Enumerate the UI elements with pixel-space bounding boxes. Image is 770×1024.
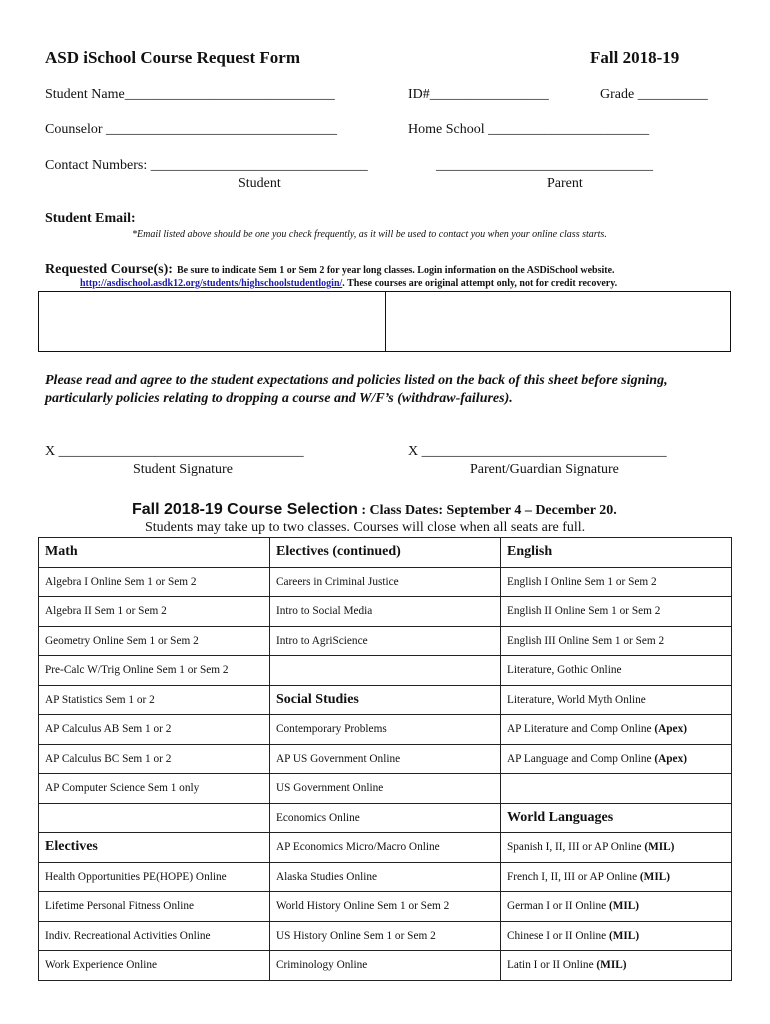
- course-name: AP Computer Science Sem 1 only: [45, 782, 200, 795]
- table-row: [39, 597, 732, 627]
- course-option-cell[interactable]: [39, 567, 270, 597]
- requested-courses-heading-row: [45, 260, 615, 278]
- requested-courses-note2: . These courses are original attempt only, not for credit recovery.: [342, 278, 618, 289]
- course-option-cell[interactable]: [270, 951, 501, 981]
- course-name: AP Language and Comp Online: [507, 752, 655, 765]
- course-option-cell[interactable]: [270, 862, 501, 892]
- table-row: [39, 626, 732, 656]
- course-name: AP Literature and Comp Online: [507, 723, 655, 736]
- course-option-cell[interactable]: [501, 892, 732, 922]
- section-header-label: World Languages: [507, 809, 614, 825]
- section-header-label: Math: [45, 544, 78, 560]
- parent-contact-field[interactable]: _______________________________: [436, 158, 653, 173]
- table-row: [39, 567, 732, 597]
- course-name: Algebra I Online Sem 1 or Sem 2: [45, 575, 197, 588]
- course-name: Latin I or II Online: [507, 959, 597, 972]
- table-row: [39, 656, 732, 686]
- course-selection-title: Fall 2018-19 Course Selection: [132, 501, 358, 518]
- requested-courses-box[interactable]: [38, 291, 731, 352]
- section-header-cell: [39, 833, 270, 863]
- table-row: [39, 862, 732, 892]
- course-name: AP Economics Micro/Macro Online: [276, 841, 440, 854]
- provider-tag: (MIL): [608, 900, 640, 913]
- student-name-field[interactable]: Student Name______________________________: [45, 87, 335, 102]
- provider-tag: (MIL): [608, 929, 640, 942]
- course-name: English II Online Sem 1 or Sem 2: [507, 605, 661, 618]
- section-header-cell: [501, 803, 732, 833]
- course-name: Health Opportunities PE(HOPE) Online: [45, 870, 227, 883]
- table-row: [39, 744, 732, 774]
- requested-courses-note: Be sure to indicate Sem 1 or Sem 2 for year long classes. Login information on the ASDiSchool website.: [176, 265, 615, 276]
- course-option-cell[interactable]: [270, 744, 501, 774]
- course-name: US Government Online: [276, 782, 384, 795]
- section-header-cell: [270, 538, 501, 568]
- course-option-cell[interactable]: [501, 921, 732, 951]
- course-name: Geometry Online Sem 1 or Sem 2: [45, 634, 199, 647]
- provider-tag: (MIL): [639, 870, 671, 883]
- student-signature-line[interactable]: X ___________________________________: [45, 444, 304, 459]
- course-selection-title-row: [132, 501, 617, 519]
- course-option-cell[interactable]: [270, 803, 501, 833]
- course-option-cell[interactable]: [501, 744, 732, 774]
- class-dates: Class Dates: September 4 – December 20.: [369, 503, 617, 518]
- course-option-cell[interactable]: [39, 862, 270, 892]
- course-name: Chinese I or II Online: [507, 929, 609, 942]
- form-term: Fall 2018-19: [590, 48, 680, 67]
- course-option-cell[interactable]: [270, 921, 501, 951]
- requested-courses-heading: Requested Course(s):: [45, 262, 173, 277]
- provider-tag: (Apex): [654, 752, 687, 765]
- course-name: Indiv. Recreational Activities Online: [45, 929, 211, 942]
- course-name: AP Statistics Sem 1 or 2: [45, 693, 155, 706]
- section-header-label: Social Studies: [276, 691, 359, 707]
- student-signature-caption: Student Signature: [133, 462, 233, 477]
- course-name: Intro to AgriScience: [276, 634, 368, 647]
- course-option-cell[interactable]: [39, 715, 270, 745]
- course-option-cell[interactable]: [39, 951, 270, 981]
- course-option-cell[interactable]: [39, 626, 270, 656]
- course-name: Economics Online: [276, 811, 360, 824]
- course-name: Contemporary Problems: [276, 723, 387, 736]
- email-note: *Email listed above should be one you check frequently, as it will be used to contact you when your online class starts.: [132, 229, 607, 240]
- course-option-cell[interactable]: [501, 597, 732, 627]
- course-name: Alaska Studies Online: [276, 870, 378, 883]
- course-selection-table: [38, 537, 732, 981]
- policy-statement: Please read and agree to the student expectations and policies listed on the back of this sheet before signing, particularly policies relating to dropping a course and W/F’s (withdraw-failures).: [45, 373, 668, 406]
- course-name: Literature, Gothic Online: [507, 664, 622, 677]
- course-name: Work Experience Online: [45, 959, 158, 972]
- course-name: Lifetime Personal Fitness Online: [45, 900, 195, 913]
- course-name: Criminology Online: [276, 959, 368, 972]
- course-option-cell[interactable]: [270, 833, 501, 863]
- course-name: AP Calculus BC Sem 1 or 2: [45, 752, 172, 765]
- course-name: Pre-Calc W/Trig Online Sem 1 or Sem 2: [45, 664, 229, 677]
- student-email-field[interactable]: Student Email:: [45, 211, 136, 226]
- section-header-label: Electives: [45, 839, 98, 855]
- course-option-cell[interactable]: [270, 597, 501, 627]
- course-option-cell[interactable]: [501, 685, 732, 715]
- course-name: German I or II Online: [507, 900, 609, 913]
- section-header-cell: [270, 685, 501, 715]
- requested-courses-link-row: [80, 278, 617, 289]
- course-name: AP Calculus AB Sem 1 or 2: [45, 723, 172, 736]
- course-option-cell[interactable]: [501, 567, 732, 597]
- course-name: Algebra II Sem 1 or Sem 2: [45, 605, 167, 618]
- course-name: Careers in Criminal Justice: [276, 575, 399, 588]
- course-option-cell[interactable]: [270, 774, 501, 804]
- course-selection-subtitle: Students may take up to two classes. Courses will close when all seats are full.: [145, 520, 586, 535]
- provider-tag: (Apex): [654, 723, 687, 736]
- course-name: Literature, World Myth Online: [507, 693, 646, 706]
- table-row: [39, 892, 732, 922]
- course-name: English I Online Sem 1 or Sem 2: [507, 575, 657, 588]
- provider-tag: (MIL): [644, 841, 675, 854]
- course-name: English III Online Sem 1 or Sem 2: [507, 634, 665, 647]
- form-title: ASD iSchool Course Request Form: [45, 48, 300, 67]
- table-row: [39, 774, 732, 804]
- course-name: French I, II, III or AP Online: [507, 870, 640, 883]
- course-name: AP US Government Online: [276, 752, 401, 765]
- section-header-cell: [501, 538, 732, 568]
- parent-signature-caption: Parent/Guardian Signature: [470, 462, 619, 477]
- parent-signature-line[interactable]: X ___________________________________: [408, 444, 667, 459]
- table-row: [39, 921, 732, 951]
- course-option-cell[interactable]: [270, 567, 501, 597]
- course-option-cell[interactable]: [39, 744, 270, 774]
- course-option-cell[interactable]: [39, 774, 270, 804]
- table-row: [39, 685, 732, 715]
- course-option-cell[interactable]: [39, 921, 270, 951]
- empty-cell: [501, 774, 732, 804]
- course-name: Intro to Social Media: [276, 605, 373, 618]
- empty-cell: [39, 803, 270, 833]
- course-option-cell[interactable]: [270, 892, 501, 922]
- student-id-field[interactable]: ID#_________________: [408, 87, 549, 102]
- course-name: US History Online Sem 1 or Sem 2: [276, 929, 436, 942]
- course-option-cell[interactable]: [501, 862, 732, 892]
- section-header-cell: [39, 538, 270, 568]
- requested-courses-divider: [385, 292, 386, 351]
- course-option-cell[interactable]: [270, 626, 501, 656]
- course-option-cell[interactable]: [501, 951, 732, 981]
- empty-cell: [270, 656, 501, 686]
- course-option-cell[interactable]: [270, 715, 501, 745]
- course-option-cell[interactable]: [501, 715, 732, 745]
- table-row: [39, 803, 732, 833]
- contact-numbers-field[interactable]: Contact Numbers: _______________________________: [45, 158, 368, 173]
- provider-tag: (MIL): [596, 959, 627, 972]
- course-option-cell[interactable]: [39, 656, 270, 686]
- course-option-cell[interactable]: [501, 656, 732, 686]
- table-row: [39, 538, 732, 568]
- course-name: Spanish I, II, III or AP Online: [507, 841, 645, 854]
- course-option-cell[interactable]: [39, 892, 270, 922]
- table-row: [39, 833, 732, 863]
- section-header-label: English: [507, 544, 553, 560]
- course-option-cell[interactable]: [501, 626, 732, 656]
- section-header-label: Electives (continued): [276, 544, 401, 560]
- home-school-field[interactable]: Home School _______________________: [408, 122, 650, 137]
- table-row: [39, 951, 732, 981]
- ischool-login-link[interactable]: http://asdischool.asdk12.org/students/highschoolstudentlogin/: [80, 278, 343, 289]
- course-option-cell[interactable]: [39, 597, 270, 627]
- title-separator: :: [357, 503, 370, 518]
- counselor-field[interactable]: Counselor _________________________________: [45, 122, 338, 137]
- parent-contact-caption: Parent: [547, 176, 583, 191]
- student-contact-caption: Student: [238, 176, 281, 191]
- course-option-cell[interactable]: [39, 685, 270, 715]
- grade-field[interactable]: Grade __________: [600, 87, 708, 102]
- table-row: [39, 715, 732, 745]
- course-name: World History Online Sem 1 or Sem 2: [276, 900, 450, 913]
- course-option-cell[interactable]: [501, 833, 732, 863]
